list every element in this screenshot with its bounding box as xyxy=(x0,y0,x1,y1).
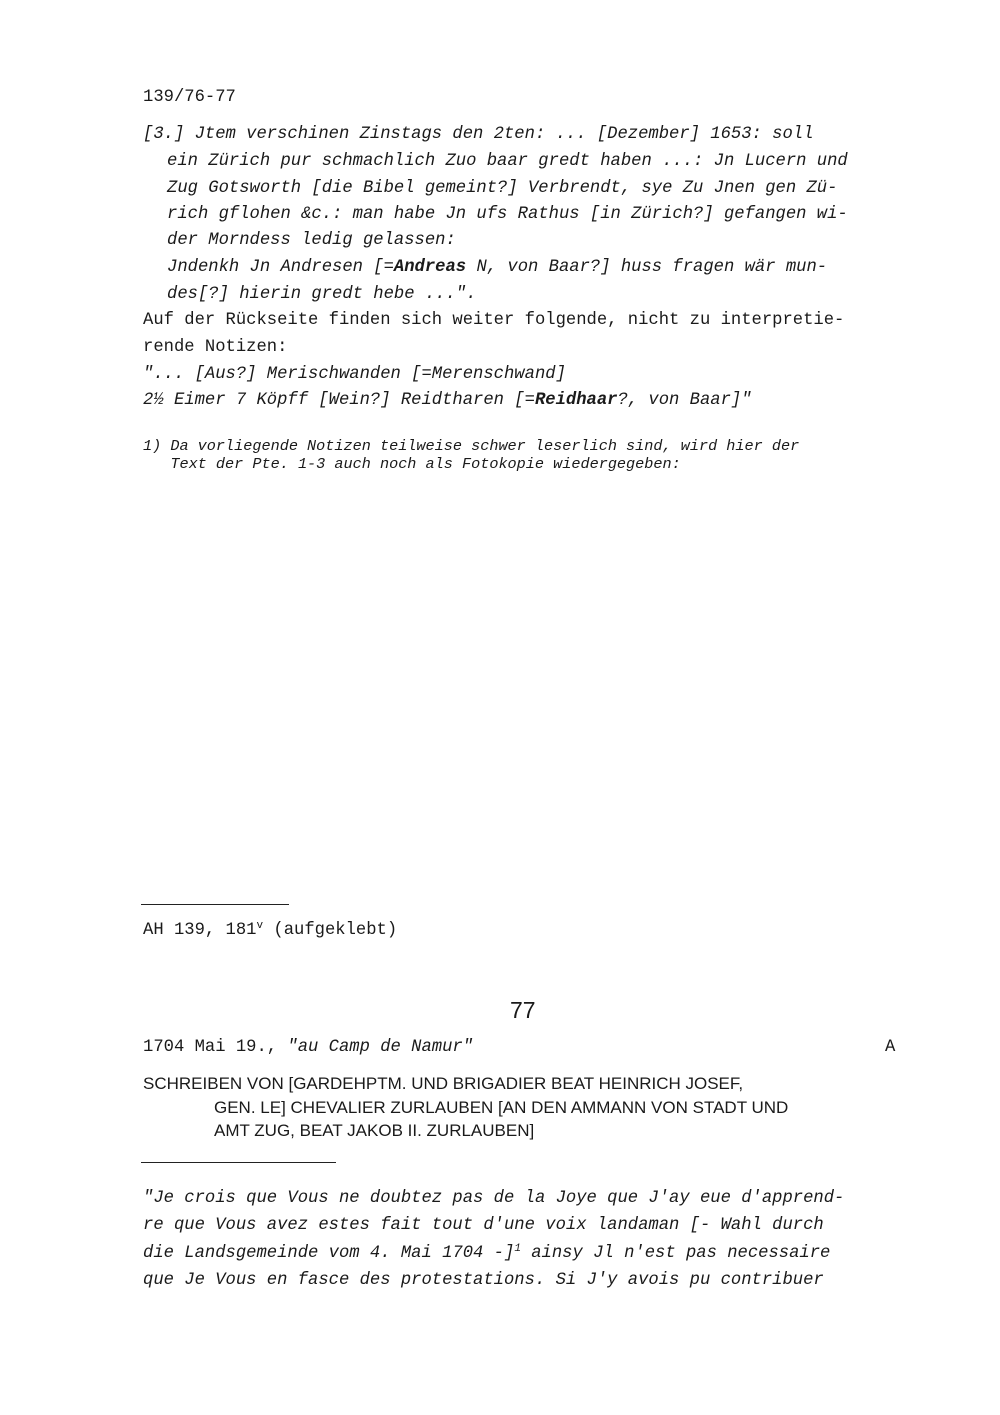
source-text: AH 139, 181 xyxy=(143,921,257,940)
footnote-line: 1) Da vorliegende Notizen teilweise schwer leserlich sind, wird hier der xyxy=(143,437,800,455)
divider xyxy=(141,904,289,905)
text-fragment: 2½ Eimer 7 Köpff [Wein?] Reidtharen [= xyxy=(143,391,535,410)
quote-line xyxy=(143,391,752,410)
source-superscript: v xyxy=(256,920,264,932)
document-number: 77 xyxy=(510,997,536,1023)
text-fragment: Jndenkh Jn Andresen [= xyxy=(167,258,394,277)
text-line: re que Vous avez estes fait tout d'une voix landaman [- Wahl durch xyxy=(143,1216,824,1235)
text-fragment: N, von Baar?] huss fragen wär mun- xyxy=(466,258,828,277)
text-line: ein Zürich pur schmachlich Zuo baar gredt haben ...: Jn Lucern und xyxy=(167,152,848,171)
text-line xyxy=(167,258,827,277)
source-reference xyxy=(143,921,397,940)
bold-name: Reidhaar xyxy=(534,391,618,410)
source-text: (aufgeklebt) xyxy=(263,921,398,940)
quote-line: "... [Aus?] Merischwanden [=Merenschwand] xyxy=(143,365,566,384)
text-line: Auf der Rückseite finden sich weiter folgende, nicht zu interpretie- xyxy=(143,311,845,330)
text-line: des[?] hierin gredt hebe ...". xyxy=(167,285,477,304)
divider xyxy=(141,1162,336,1163)
date-text: 1704 Mai 19., xyxy=(143,1038,288,1057)
document-title-line: SCHREIBEN VON [GARDEHPTM. UND BRIGADIER BEAT HEINRICH JOSEF, xyxy=(143,1074,744,1093)
footnote-marker: 1 xyxy=(514,1243,521,1255)
text-line xyxy=(143,1244,830,1263)
text-line: rende Notizen: xyxy=(143,338,288,357)
page-reference: 139/76-77 xyxy=(143,88,236,107)
document-letter: A xyxy=(885,1038,896,1057)
document-date xyxy=(143,1038,473,1057)
text-line: "Je crois que Vous ne doubtez pas de la Joye que J'ay eue d'apprend- xyxy=(143,1189,845,1208)
text-fragment: die Landsgemeinde vom 4. Mai 1704 -] xyxy=(143,1244,515,1263)
text-fragment: ainsy Jl n'est pas necessaire xyxy=(520,1244,831,1263)
text-fragment: ?, von Baar]" xyxy=(617,391,752,410)
text-line: der Morndess ledig gelassen: xyxy=(167,231,456,250)
document-title-line: GEN. LE] CHEVALIER ZURLAUBEN [AN DEN AMMANN VON STADT UND xyxy=(214,1098,789,1117)
text-line: Zug Gotsworth [die Bibel gemeint?] Verbrendt, sye Zu Jnen gen Zü- xyxy=(167,179,838,198)
footnote-line: Text der Pte. 1-3 auch noch als Fotokopie wiedergegeben: xyxy=(143,455,681,473)
text-line: que Je Vous en fasce des protestations. Si J'y avois pu contribuer xyxy=(143,1271,824,1290)
text-line: [3.] Jtem verschinen Zinstags den 2ten: ... [Dezember] 1653: soll xyxy=(143,125,814,144)
bold-name: Andreas xyxy=(393,258,467,277)
text-line: rich gflohen &c.: man habe Jn ufs Rathus [in Zürich?] gefangen wi- xyxy=(167,205,848,224)
document-title-line: AMT ZUG, BEAT JAKOB II. ZURLAUBEN] xyxy=(214,1121,535,1140)
place-text: "au Camp de Namur" xyxy=(287,1038,474,1057)
